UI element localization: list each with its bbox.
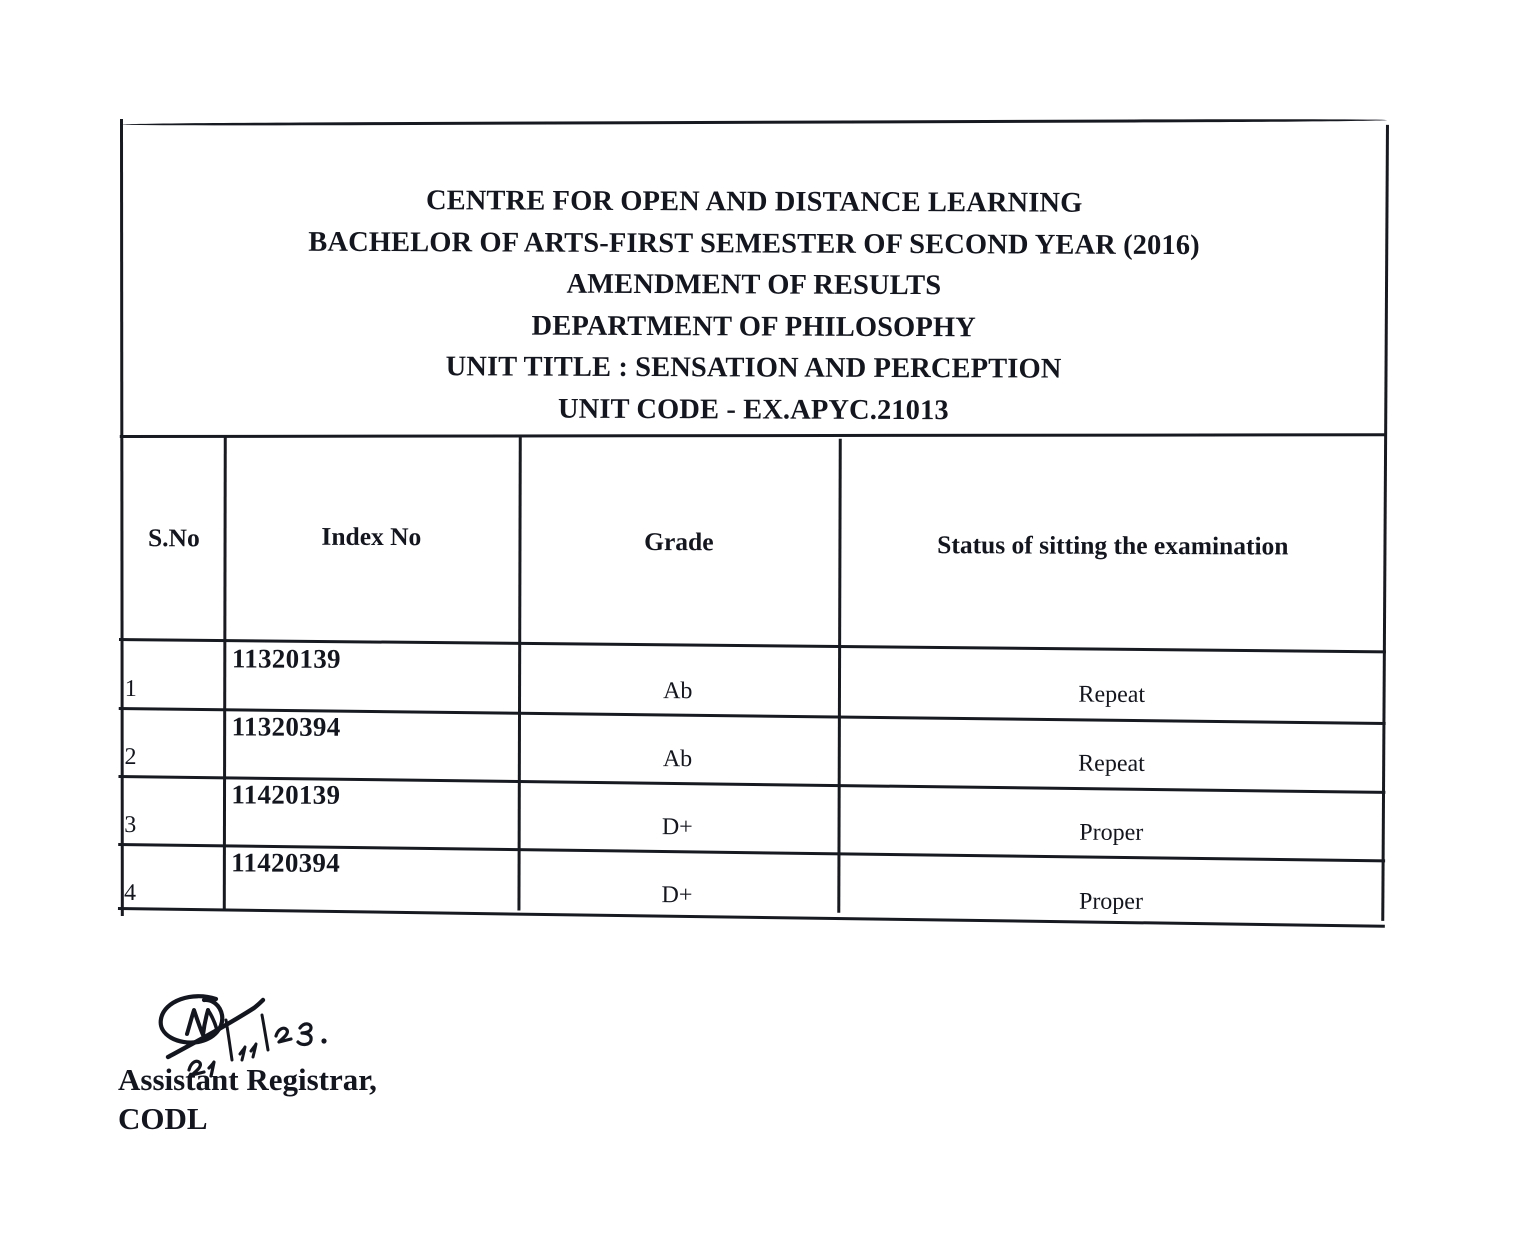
table-row — [118, 707, 1385, 780]
cell-index-no: 11420394 — [231, 847, 341, 878]
column-header-grade: Grade — [644, 527, 714, 557]
cell-index-no: 11320394 — [231, 711, 341, 742]
frame-top-border — [121, 119, 1387, 126]
heading-line-department: DEPARTMENT OF PHILOSOPHY — [531, 310, 976, 343]
column-header-sno: S.No — [147, 523, 200, 553]
document-heading — [119, 179, 1389, 433]
heading-line-institution: CENTRE FOR OPEN AND DISTANCE LEARNING — [425, 185, 1083, 219]
cell-status: Proper — [1079, 819, 1144, 846]
document-border-frame — [117, 117, 1389, 921]
results-table — [118, 435, 1387, 914]
cell-grade: Ab — [662, 746, 693, 773]
signature-role-label: Assistant Registrar, — [118, 1062, 377, 1097]
cell-status: Repeat — [1078, 750, 1145, 777]
heading-line-unit-title: UNIT TITLE : SENSATION AND PERCEPTION — [445, 351, 1062, 385]
cell-sno: 1 — [124, 676, 137, 703]
heading-line-programme: BACHELOR OF ARTS-FIRST SEMESTER OF SECOND YEAR (2016) — [308, 226, 1200, 261]
table-row — [118, 843, 1385, 916]
column-header-status: Status of sitting the examination — [937, 530, 1289, 561]
signature-block — [118, 988, 588, 1153]
table-row — [119, 639, 1386, 712]
cell-index-no: 11420139 — [231, 779, 341, 810]
cell-grade: D+ — [661, 814, 693, 841]
cell-sno: 4 — [123, 880, 137, 907]
cell-status: Proper — [1078, 888, 1144, 915]
cell-status: Repeat — [1078, 681, 1146, 708]
cell-grade: D+ — [661, 882, 693, 909]
heading-line-unit-code: UNIT CODE - EX.APYC.21013 — [557, 393, 949, 426]
cell-sno: 2 — [124, 744, 137, 771]
table-row — [118, 775, 1385, 848]
heading-line-purpose: AMENDMENT OF RESULTS — [566, 268, 942, 302]
signature-department-label: CODL — [118, 1101, 208, 1136]
table-header-top-rule — [120, 433, 1387, 438]
cell-index-no: 11320139 — [231, 643, 341, 674]
cell-grade: Ab — [663, 678, 693, 705]
cell-sno: 3 — [124, 812, 137, 839]
column-header-index-no: Index No — [321, 521, 422, 552]
